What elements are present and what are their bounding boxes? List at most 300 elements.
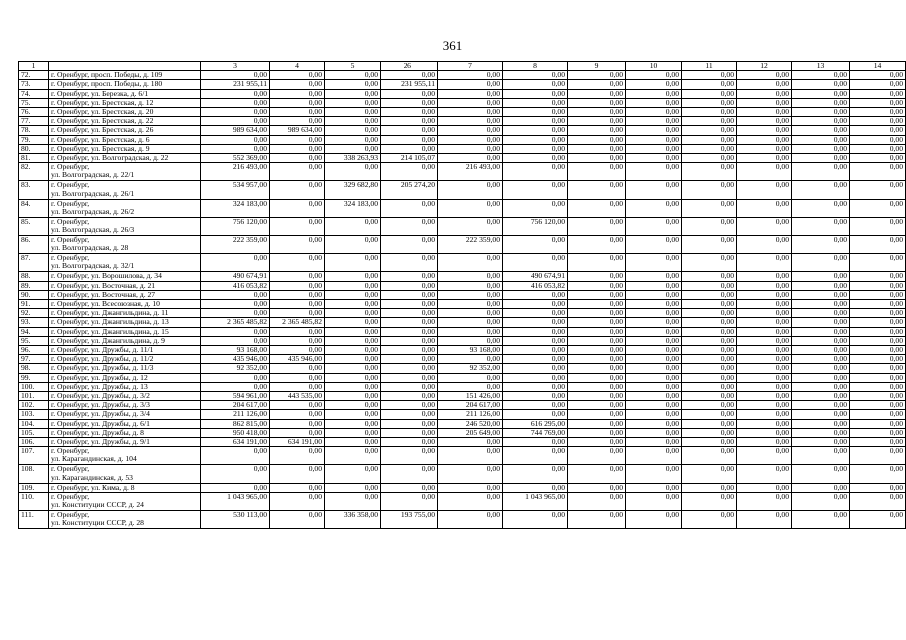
value-cell: 0,00	[682, 447, 737, 465]
row-number: 109.	[19, 483, 49, 492]
table-row	[19, 254, 906, 272]
value-cell: 0,00	[381, 410, 438, 419]
value-cell: 0,00	[792, 163, 850, 181]
value-cell: 0,00	[626, 126, 682, 135]
table-row	[19, 382, 906, 391]
value-cell: 0,00	[381, 345, 438, 354]
value-cell: 0,00	[737, 80, 792, 89]
row-number: 104.	[19, 419, 49, 428]
value-cell: 0,00	[682, 80, 737, 89]
value-cell: 0,00	[438, 336, 503, 345]
table-row	[19, 373, 906, 382]
value-cell: 0,00	[270, 373, 325, 382]
column-header: 14	[850, 62, 906, 71]
value-cell: 0,00	[270, 419, 325, 428]
value-cell: 0,00	[201, 144, 270, 153]
value-cell: 0,00	[325, 382, 381, 391]
value-cell: 0,00	[381, 89, 438, 98]
value-cell: 0,00	[270, 144, 325, 153]
value-cell: 0,00	[737, 117, 792, 126]
table-row	[19, 483, 906, 492]
value-cell: 0,00	[850, 89, 906, 98]
value-cell: 0,00	[270, 281, 325, 290]
value-cell: 0,00	[792, 327, 850, 336]
value-cell: 0,00	[737, 299, 792, 308]
table-row	[19, 135, 906, 144]
row-number: 103.	[19, 410, 49, 419]
value-cell: 193 755,00	[381, 510, 438, 528]
row-number: 107.	[19, 447, 49, 465]
page-number: 361	[442, 38, 463, 53]
value-cell: 0,00	[270, 98, 325, 107]
value-cell: 0,00	[626, 373, 682, 382]
value-cell: 0,00	[682, 438, 737, 447]
address-cell	[49, 80, 201, 89]
value-cell: 0,00	[568, 299, 626, 308]
value-cell: 216 493,00	[438, 163, 503, 181]
value-cell: 0,00	[270, 254, 325, 272]
value-cell: 0,00	[626, 410, 682, 419]
value-cell: 0,00	[850, 345, 906, 354]
column-header: 6	[381, 62, 438, 71]
value-cell: 0,00	[503, 199, 568, 217]
value-cell: 0,00	[568, 254, 626, 272]
value-cell: 0,00	[626, 144, 682, 153]
value-cell: 0,00	[568, 80, 626, 89]
address-cell	[49, 510, 201, 528]
value-cell: 0,00	[568, 401, 626, 410]
address-cell	[49, 181, 201, 199]
row-number: 83.	[19, 181, 49, 199]
column-header: 1	[19, 62, 49, 71]
value-cell: 0,00	[325, 492, 381, 510]
value-cell: 0,00	[438, 71, 503, 80]
value-cell: 0,00	[850, 510, 906, 528]
value-cell: 0,00	[568, 235, 626, 253]
value-cell: 0,00	[626, 181, 682, 199]
value-cell: 0,00	[568, 309, 626, 318]
address-line: г. Оренбург, ул. Джангильдина, д. 13	[51, 317, 169, 327]
value-cell: 0,00	[325, 126, 381, 135]
value-cell: 0,00	[438, 89, 503, 98]
address-line: ул. Волгоградская, д. 26/3	[51, 225, 135, 234]
value-cell: 416 053,82	[201, 281, 270, 290]
value-cell: 0,00	[270, 345, 325, 354]
table-row	[19, 89, 906, 98]
value-cell: 214 105,07	[381, 154, 438, 163]
value-cell: 0,00	[325, 483, 381, 492]
value-cell: 0,00	[201, 299, 270, 308]
value-cell: 0,00	[438, 281, 503, 290]
value-cell: 0,00	[568, 382, 626, 391]
value-cell: 0,00	[381, 428, 438, 437]
value-cell: 0,00	[325, 71, 381, 80]
row-number: 94.	[19, 327, 49, 336]
value-cell: 0,00	[503, 438, 568, 447]
value-cell: 0,00	[568, 336, 626, 345]
value-cell: 0,00	[792, 392, 850, 401]
row-number: 81.	[19, 154, 49, 163]
value-cell: 0,00	[568, 135, 626, 144]
value-cell: 0,00	[568, 281, 626, 290]
value-cell: 0,00	[568, 392, 626, 401]
value-cell: 0,00	[568, 373, 626, 382]
value-cell: 0,00	[850, 419, 906, 428]
value-cell: 0,00	[438, 309, 503, 318]
value-cell: 0,00	[270, 309, 325, 318]
value-cell: 0,00	[201, 483, 270, 492]
row-number: 87.	[19, 254, 49, 272]
value-cell: 0,00	[270, 217, 325, 235]
row-number: 110.	[19, 492, 49, 510]
value-cell: 0,00	[850, 135, 906, 144]
value-cell: 0,00	[438, 483, 503, 492]
value-cell: 0,00	[626, 355, 682, 364]
row-number: 72.	[19, 71, 49, 80]
value-cell: 0,00	[737, 163, 792, 181]
value-cell: 0,00	[850, 318, 906, 327]
value-cell: 0,00	[792, 364, 850, 373]
value-cell: 0,00	[381, 299, 438, 308]
value-cell: 0,00	[438, 290, 503, 299]
value-cell: 0,00	[626, 492, 682, 510]
value-cell: 0,00	[381, 272, 438, 281]
value-cell: 0,00	[381, 126, 438, 135]
row-number: 97.	[19, 355, 49, 364]
value-cell: 0,00	[503, 465, 568, 483]
value-cell: 0,00	[381, 254, 438, 272]
value-cell: 231 955,11	[381, 80, 438, 89]
value-cell: 0,00	[682, 98, 737, 107]
value-cell: 0,00	[568, 428, 626, 437]
table-row	[19, 510, 906, 528]
address-line: г. Оренбург,	[51, 162, 90, 172]
value-cell: 0,00	[503, 71, 568, 80]
address-line: г. Оренбург, ул. Березка, д. 6/1	[51, 88, 149, 98]
address-line: ул. Карагандинская, д. 53	[51, 472, 133, 482]
value-cell: 0,00	[568, 419, 626, 428]
value-cell: 0,00	[201, 447, 270, 465]
value-cell: 0,00	[503, 154, 568, 163]
value-cell: 0,00	[682, 345, 737, 354]
column-header: 11	[682, 62, 737, 71]
value-cell: 151 426,00	[438, 392, 503, 401]
value-cell: 0,00	[270, 290, 325, 299]
value-cell: 0,00	[270, 510, 325, 528]
address-line: г. Оренбург,	[51, 464, 90, 474]
value-cell: 0,00	[325, 327, 381, 336]
value-cell: 0,00	[737, 89, 792, 98]
value-cell: 0,00	[201, 373, 270, 382]
value-cell: 0,00	[568, 345, 626, 354]
value-cell: 0,00	[568, 290, 626, 299]
value-cell: 0,00	[438, 135, 503, 144]
address-line: г. Оренбург, ул. Дружбы, д. 6/1	[51, 418, 150, 428]
row-number: 92.	[19, 309, 49, 318]
value-cell: 0,00	[568, 492, 626, 510]
value-cell: 0,00	[626, 309, 682, 318]
value-cell: 0,00	[737, 438, 792, 447]
value-cell: 0,00	[682, 364, 737, 373]
value-cell: 0,00	[325, 364, 381, 373]
value-cell: 0,00	[792, 71, 850, 80]
value-cell: 0,00	[850, 80, 906, 89]
value-cell: 0,00	[682, 108, 737, 117]
value-cell: 0,00	[626, 392, 682, 401]
address-line: ул. Волгоградская, д. 32/1	[51, 261, 135, 271]
row-number: 82.	[19, 163, 49, 181]
value-cell: 0,00	[438, 438, 503, 447]
value-cell: 0,00	[792, 154, 850, 163]
value-cell: 0,00	[850, 492, 906, 510]
address-line: г. Оренбург, ул. Дружбы, д. 3/3	[51, 400, 150, 410]
value-cell: 0,00	[568, 438, 626, 447]
value-cell: 0,00	[201, 254, 270, 272]
value-cell: 0,00	[850, 327, 906, 336]
value-cell: 0,00	[737, 71, 792, 80]
value-cell: 0,00	[381, 98, 438, 107]
value-cell: 0,00	[850, 392, 906, 401]
value-cell: 0,00	[270, 428, 325, 437]
value-cell: 0,00	[792, 345, 850, 354]
value-cell: 0,00	[626, 428, 682, 437]
value-cell: 0,00	[792, 438, 850, 447]
address-line: г. Оренбург, ул. Дружбы, д. 9/1	[51, 437, 150, 447]
address-line: г. Оренбург, ул. Восточная, д. 21	[51, 280, 156, 290]
column-header: 7	[438, 62, 503, 71]
value-cell: 0,00	[325, 299, 381, 308]
value-cell: 92 352,00	[201, 364, 270, 373]
value-cell: 0,00	[568, 364, 626, 373]
value-cell: 204 617,00	[438, 401, 503, 410]
value-cell: 0,00	[850, 355, 906, 364]
value-cell: 0,00	[737, 135, 792, 144]
value-cell: 0,00	[682, 309, 737, 318]
value-cell: 0,00	[438, 492, 503, 510]
table-row	[19, 392, 906, 401]
column-header: 3	[201, 62, 270, 71]
value-cell: 0,00	[792, 98, 850, 107]
address-line: г. Оренбург, ул. Ворошилова, д. 34	[51, 271, 162, 281]
value-cell: 594 961,00	[201, 392, 270, 401]
value-cell: 0,00	[381, 117, 438, 126]
row-number: 79.	[19, 135, 49, 144]
value-cell: 0,00	[568, 126, 626, 135]
address-line: ул. Волгоградская, д. 22/1	[51, 170, 135, 180]
row-number: 88.	[19, 272, 49, 281]
value-cell: 530 113,00	[201, 510, 270, 528]
address-cell	[49, 318, 201, 327]
value-cell: 0,00	[850, 272, 906, 281]
value-cell: 0,00	[682, 117, 737, 126]
value-cell: 0,00	[270, 163, 325, 181]
value-cell: 552 369,00	[201, 154, 270, 163]
value-cell: 0,00	[792, 199, 850, 217]
address-line: г. Оренбург,	[51, 180, 90, 190]
address-line: г. Оренбург,	[51, 491, 90, 501]
value-cell: 0,00	[503, 89, 568, 98]
value-cell: 0,00	[737, 327, 792, 336]
value-cell: 0,00	[381, 401, 438, 410]
value-cell: 0,00	[438, 117, 503, 126]
value-cell: 0,00	[626, 318, 682, 327]
address-line: ул. Волгоградская, д. 28	[51, 243, 129, 253]
address-line: г. Оренбург,	[51, 509, 90, 519]
value-cell: 0,00	[503, 135, 568, 144]
address-cell	[49, 447, 201, 465]
value-cell: 0,00	[438, 327, 503, 336]
value-cell: 0,00	[568, 181, 626, 199]
value-cell: 0,00	[626, 290, 682, 299]
value-cell: 0,00	[850, 281, 906, 290]
value-cell: 0,00	[201, 336, 270, 345]
value-cell: 0,00	[626, 281, 682, 290]
row-number: 105.	[19, 428, 49, 437]
address-line: г. Оренбург, ул. Брестская, д. 26	[51, 125, 154, 135]
row-number: 76.	[19, 108, 49, 117]
value-cell: 0,00	[503, 126, 568, 135]
value-cell: 0,00	[568, 318, 626, 327]
column-header: 9	[568, 62, 626, 71]
value-cell: 0,00	[568, 154, 626, 163]
value-cell: 0,00	[503, 392, 568, 401]
value-cell: 0,00	[850, 364, 906, 373]
value-cell: 0,00	[325, 281, 381, 290]
value-cell: 0,00	[850, 217, 906, 235]
value-cell: 490 674,91	[503, 272, 568, 281]
table-row	[19, 401, 906, 410]
row-number: 75.	[19, 98, 49, 107]
value-cell: 0,00	[325, 217, 381, 235]
value-cell: 0,00	[737, 465, 792, 483]
value-cell: 0,00	[438, 217, 503, 235]
value-cell: 0,00	[270, 401, 325, 410]
value-cell: 0,00	[792, 181, 850, 199]
value-cell: 0,00	[737, 290, 792, 299]
address-line: г. Оренбург, ул. Восточная, д. 27	[51, 289, 156, 299]
value-cell: 0,00	[201, 309, 270, 318]
value-cell: 0,00	[568, 199, 626, 217]
value-cell: 0,00	[626, 299, 682, 308]
value-cell: 0,00	[682, 163, 737, 181]
value-cell: 0,00	[438, 373, 503, 382]
value-cell: 634 191,00	[201, 438, 270, 447]
value-cell: 0,00	[737, 492, 792, 510]
value-cell: 0,00	[737, 483, 792, 492]
value-cell: 0,00	[201, 465, 270, 483]
address-line: г. Оренбург, ул. Всесоюзная, д. 10	[51, 298, 160, 308]
value-cell: 0,00	[270, 492, 325, 510]
value-cell: 0,00	[270, 199, 325, 217]
value-cell: 0,00	[792, 410, 850, 419]
value-cell: 634 191,00	[270, 438, 325, 447]
value-cell: 0,00	[503, 318, 568, 327]
value-cell: 0,00	[325, 272, 381, 281]
value-cell: 0,00	[737, 98, 792, 107]
column-header: 13	[792, 62, 850, 71]
value-cell: 0,00	[270, 465, 325, 483]
value-cell: 0,00	[682, 235, 737, 253]
value-cell: 324 183,00	[201, 199, 270, 217]
address-line: г. Оренбург, ул. Джангильдина, д. 15	[51, 326, 169, 336]
table-row	[19, 419, 906, 428]
address-cell	[49, 235, 201, 253]
value-cell: 0,00	[438, 126, 503, 135]
address-cell	[49, 199, 201, 217]
row-number: 111.	[19, 510, 49, 528]
value-cell: 0,00	[438, 154, 503, 163]
value-cell: 0,00	[325, 373, 381, 382]
table-row	[19, 217, 906, 235]
value-cell: 0,00	[325, 108, 381, 117]
value-cell: 0,00	[626, 447, 682, 465]
value-cell: 862 815,00	[201, 419, 270, 428]
value-cell: 0,00	[792, 465, 850, 483]
value-cell: 0,00	[792, 235, 850, 253]
value-cell: 0,00	[503, 447, 568, 465]
value-cell: 0,00	[438, 299, 503, 308]
capital-repair-table	[18, 61, 906, 529]
value-cell: 0,00	[737, 336, 792, 345]
value-cell: 0,00	[626, 254, 682, 272]
table-row	[19, 318, 906, 327]
address-line: г. Оренбург, ул. Волгоградская, д. 22	[51, 153, 169, 163]
value-cell: 0,00	[792, 419, 850, 428]
table-row	[19, 272, 906, 281]
value-cell: 950 418,00	[201, 428, 270, 437]
address-line: ул. Конституции СССР, д. 24	[51, 500, 144, 509]
value-cell: 0,00	[850, 447, 906, 465]
value-cell: 0,00	[626, 364, 682, 373]
value-cell: 0,00	[626, 382, 682, 391]
value-cell: 616 295,00	[503, 419, 568, 428]
address-cell	[49, 492, 201, 510]
address-line: г. Оренбург, ул. Дружбы, д. 3/4	[51, 409, 150, 419]
value-cell: 0,00	[201, 108, 270, 117]
value-cell: 0,00	[682, 410, 737, 419]
value-cell: 0,00	[503, 108, 568, 117]
value-cell: 0,00	[850, 483, 906, 492]
value-cell: 0,00	[737, 447, 792, 465]
value-cell: 490 674,91	[201, 272, 270, 281]
value-cell: 534 957,00	[201, 181, 270, 199]
address-line: г. Оренбург, ул. Дружбы, д. 11/2	[51, 354, 154, 364]
value-cell: 0,00	[325, 163, 381, 181]
value-cell: 0,00	[737, 154, 792, 163]
value-cell: 0,00	[737, 318, 792, 327]
value-cell: 0,00	[381, 336, 438, 345]
value-cell: 0,00	[626, 154, 682, 163]
value-cell: 0,00	[270, 108, 325, 117]
value-cell: 0,00	[270, 336, 325, 345]
value-cell: 1 043 965,00	[503, 492, 568, 510]
value-cell: 0,00	[381, 355, 438, 364]
value-cell: 0,00	[503, 163, 568, 181]
address-cell	[49, 281, 201, 290]
address-line: г. Оренбург, ул. Брестская, д. 22	[51, 116, 154, 126]
value-cell: 0,00	[270, 71, 325, 80]
value-cell: 0,00	[270, 89, 325, 98]
value-cell: 0,00	[381, 382, 438, 391]
value-cell: 0,00	[325, 89, 381, 98]
value-cell: 0,00	[737, 199, 792, 217]
value-cell: 0,00	[682, 144, 737, 153]
value-cell: 0,00	[626, 217, 682, 235]
value-cell: 0,00	[270, 135, 325, 144]
row-number: 85.	[19, 217, 49, 235]
value-cell: 0,00	[503, 98, 568, 107]
row-number: 90.	[19, 290, 49, 299]
